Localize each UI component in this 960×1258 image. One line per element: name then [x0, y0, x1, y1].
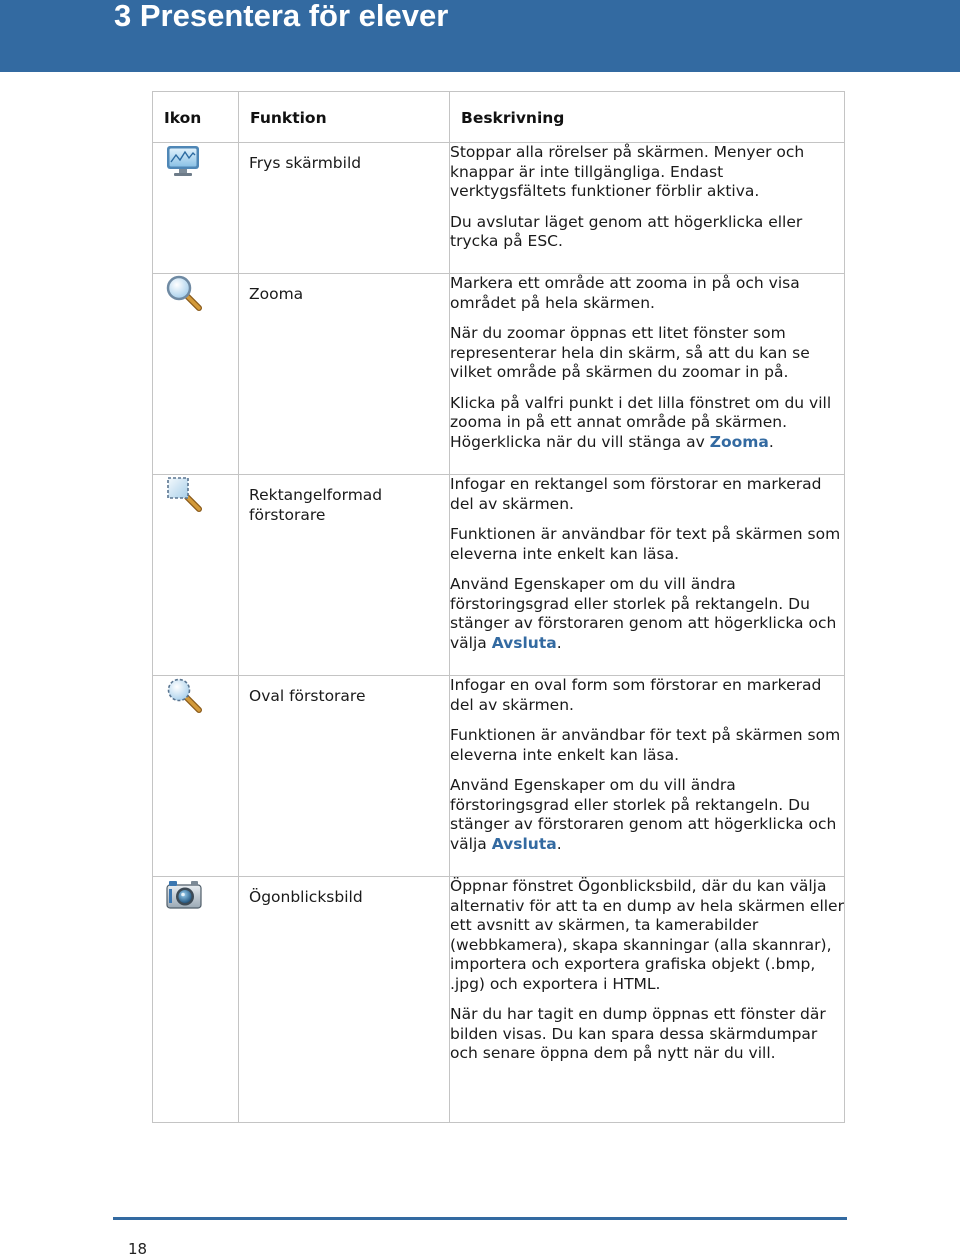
description-cell [450, 274, 845, 475]
icon-cell [153, 475, 239, 676]
icon-cell [153, 877, 239, 1123]
highlight-term: Zooma [709, 432, 769, 451]
function-cell [239, 676, 450, 877]
function-name: Rektangelformad förstorare [249, 486, 383, 524]
description-cell [450, 475, 845, 676]
page-number: 18 [128, 1240, 148, 1258]
footer-divider [113, 1217, 847, 1220]
function-cell [239, 274, 450, 475]
highlight-term: Avsluta [491, 834, 557, 853]
function-name: Frys skärmbild [249, 154, 362, 172]
function-name: Zooma [249, 285, 304, 303]
table-row [153, 274, 845, 475]
rectangular-magnifier-icon [165, 475, 203, 513]
column-header-icon: Ikon [153, 92, 239, 143]
icon-cell [153, 143, 239, 274]
zoom-magnifier-icon [165, 274, 203, 312]
snapshot-camera-icon [165, 877, 203, 911]
description-paragraph: Öppnar fönstret Ögonblicksbild, där du kan välja alternativ för att ta en dump av hela skärmen eller ett avsnitt av skärmen, ta kamerabilder (webbkamera), skapa skanningar (alla skannrar), importera och exportera grafiska objekt (.bmp, .jpg) och exportera i HTML. [450, 877, 844, 993]
function-cell [239, 877, 450, 1123]
description-paragraph: Markera ett område att zooma in på och visa området på hela skärmen. [450, 274, 800, 312]
description-paragraph: När du har tagit en dump öppnas ett fönster där bilden visas. Du kan spara dessa skärmdumpar och senare öppna dem på nytt när du vill. [450, 1005, 826, 1062]
description-paragraph: Klicka på valfri punkt i det lilla fönstret om du vill zooma in på ett annat område på skärmen. Högerklicka när du vill stänga av Zooma. [450, 393, 832, 451]
oval-magnifier-icon [165, 676, 203, 714]
chapter-title: 3 Presentera för elever [114, 0, 449, 33]
column-header-function: Funktion [239, 92, 450, 143]
freeze-screen-icon [165, 143, 201, 179]
description-cell [450, 877, 845, 1123]
function-cell [239, 143, 450, 274]
description-paragraph: Funktionen är användbar för text på skärmen som eleverna inte enkelt kan läsa. [450, 726, 841, 764]
column-header-description: Beskrivning [450, 92, 845, 143]
table-row [153, 676, 845, 877]
table-row [153, 475, 845, 676]
description-paragraph: Funktionen är användbar för text på skärmen som eleverna inte enkelt kan läsa. [450, 525, 841, 563]
description-paragraph: Stoppar alla rörelser på skärmen. Menyer och knappar är inte tillgängliga. Endast verktygsfältets funktioner förblir aktiva. [450, 143, 805, 200]
description-cell [450, 143, 845, 274]
description-paragraph: När du zoomar öppnas ett litet fönster som representerar hela din skärm, så att du kan se vilket område på skärmen du zoomar in på. [450, 324, 810, 381]
chapter-header-bar [0, 0, 960, 72]
function-name: Oval förstorare [249, 687, 366, 705]
description-paragraph: Infogar en rektangel som förstorar en markerad del av skärmen. [450, 475, 822, 513]
function-name: Ögonblicksbild [249, 888, 363, 906]
description-cell [450, 676, 845, 877]
description-paragraph: Använd Egenskaper om du vill ändra förstoringsgrad eller storlek på rektangeln. Du stänger av förstoraren genom att högerklicka och välja Avsluta. [450, 776, 837, 853]
icon-cell [153, 676, 239, 877]
description-paragraph: Du avslutar läget genom att högerklicka eller trycka på ESC. [450, 212, 803, 250]
function-table [152, 91, 845, 1123]
table-row [153, 143, 845, 274]
description-paragraph: Använd Egenskaper om du vill ändra förstoringsgrad eller storlek på rektangeln. Du stänger av förstoraren genom att högerklicka och välja Avsluta. [450, 575, 837, 652]
description-paragraph: Infogar en oval form som förstorar en markerad del av skärmen. [450, 676, 822, 714]
icon-cell [153, 274, 239, 475]
table-header-row [153, 92, 845, 143]
table-row [153, 877, 845, 1123]
highlight-term: Avsluta [491, 633, 557, 652]
function-cell [239, 475, 450, 676]
